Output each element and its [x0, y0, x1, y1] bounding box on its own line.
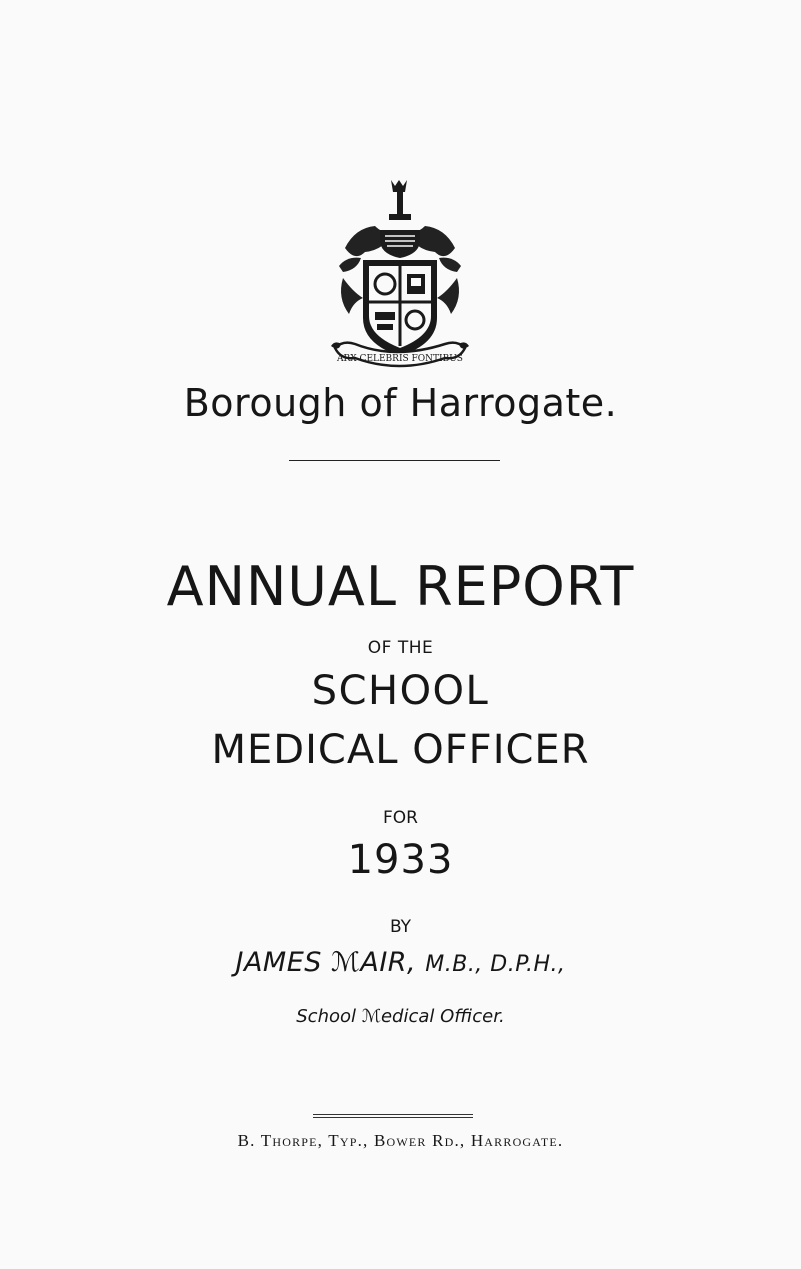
author-role: School ℳedical Officer.: [296, 1006, 505, 1027]
title-connector: OF THE: [367, 638, 434, 658]
author-line: [0, 947, 801, 978]
report-year: 1933: [347, 837, 454, 883]
crest-motto: ARX CELEBRIS FONTIBUS: [337, 354, 463, 364]
divider-rule: [289, 460, 500, 461]
borough-crest-image: [325, 178, 475, 384]
for-label: FOR: [383, 808, 418, 828]
title-line-medical-officer: MEDICAL OFFICER: [211, 727, 590, 773]
bottom-double-rule: [313, 1114, 473, 1118]
title-line-school: SCHOOL: [311, 668, 490, 714]
by-label: BY: [389, 917, 412, 937]
report-title: ANNUAL REPORT: [166, 555, 635, 618]
borough-heading: Borough of Harrogate.: [183, 381, 618, 425]
author-name: JAMES ℳAIR,: [235, 947, 417, 978]
author-degrees: M.B., D.P.H.,: [425, 952, 566, 977]
printer-imprint: B. Thorpe, Typ., Bower Rd., Harrogate.: [237, 1131, 564, 1150]
